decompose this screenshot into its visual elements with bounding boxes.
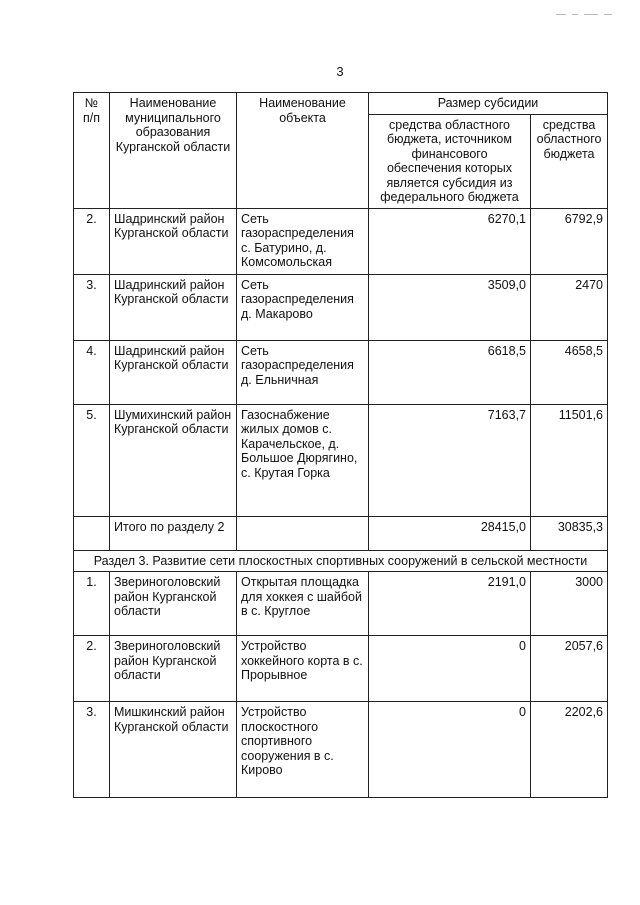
row-federal-value: 0 <box>369 702 531 798</box>
total-num-cell <box>74 516 110 550</box>
row-federal-value: 7163,7 <box>369 404 531 516</box>
table-row <box>74 340 608 404</box>
table-row <box>74 404 608 516</box>
row-num: 4. <box>74 340 110 404</box>
scan-marks <box>556 6 626 10</box>
row-municipality: Звериноголовский район Курганской области <box>110 636 237 702</box>
row-num: 2. <box>74 208 110 274</box>
row-num: 3. <box>74 702 110 798</box>
row-municipality: Шадринский район Курганской области <box>110 340 237 404</box>
row-regional-value: 2470 <box>531 274 608 340</box>
header-federal-column: средства областного бюджета, источником финансового обеспечения которых является субсидия из федерального бюджета <box>369 114 531 208</box>
total-federal-value: 28415,0 <box>369 516 531 550</box>
row-regional-value: 11501,6 <box>531 404 608 516</box>
subsidy-table <box>73 92 608 798</box>
row-municipality: Мишкинский район Курганской области <box>110 702 237 798</box>
row-municipality: Шадринский район Курганской области <box>110 208 237 274</box>
section-title-row <box>74 550 608 572</box>
row-federal-value: 2191,0 <box>369 572 531 636</box>
row-object: Открытая площадка для хоккея с шайбой в с. Круглое <box>237 572 369 636</box>
row-regional-value: 2202,6 <box>531 702 608 798</box>
header-regional-column: средства областного бюджета <box>531 114 608 208</box>
header-row <box>74 93 608 115</box>
total-regional-value: 30835,3 <box>531 516 608 550</box>
table-row <box>74 572 608 636</box>
row-federal-value: 6270,1 <box>369 208 531 274</box>
row-regional-value: 2057,6 <box>531 636 608 702</box>
row-municipality: Шумихинский район Курганской области <box>110 404 237 516</box>
row-federal-value: 3509,0 <box>369 274 531 340</box>
row-object: Сеть газораспределения с. Батурино, д. Комсомольская <box>237 208 369 274</box>
section-3-title: Раздел 3. Развитие сети плоскостных спортивных сооружений в сельской местности <box>74 550 608 572</box>
row-object: Устройство плоскостного спортивного сооружения в с. Кирово <box>237 702 369 798</box>
row-num: 5. <box>74 404 110 516</box>
row-object: Устройство хоккейного корта в с. Прорывное <box>237 636 369 702</box>
table-row <box>74 702 608 798</box>
row-regional-value: 4658,5 <box>531 340 608 404</box>
row-municipality: Шадринский район Курганской области <box>110 274 237 340</box>
table-row <box>74 636 608 702</box>
row-regional-value: 3000 <box>531 572 608 636</box>
row-object: Газоснабжение жилых домов с. Карачельское, д. Большое Дюрягино, с. Крутая Горка <box>237 404 369 516</box>
row-num: 1. <box>74 572 110 636</box>
total-label: Итого по разделу 2 <box>110 516 237 550</box>
row-federal-value: 0 <box>369 636 531 702</box>
header-object: Наименование объекта <box>237 93 369 209</box>
row-object: Сеть газораспределения д. Ельничная <box>237 340 369 404</box>
row-federal-value: 6618,5 <box>369 340 531 404</box>
row-num: 2. <box>74 636 110 702</box>
row-num: 3. <box>74 274 110 340</box>
table-row <box>74 208 608 274</box>
header-municipality: Наименование муниципального образования Курганской области <box>110 93 237 209</box>
total-object-cell <box>237 516 369 550</box>
row-object: Сеть газораспределения д. Макарово <box>237 274 369 340</box>
table-row <box>74 274 608 340</box>
row-regional-value: 6792,9 <box>531 208 608 274</box>
page-number: 3 <box>336 64 344 79</box>
header-num: № п/п <box>74 93 110 209</box>
row-municipality: Звериноголовский район Курганской области <box>110 572 237 636</box>
total-row <box>74 516 608 550</box>
header-subsidy: Размер субсидии <box>369 93 608 115</box>
